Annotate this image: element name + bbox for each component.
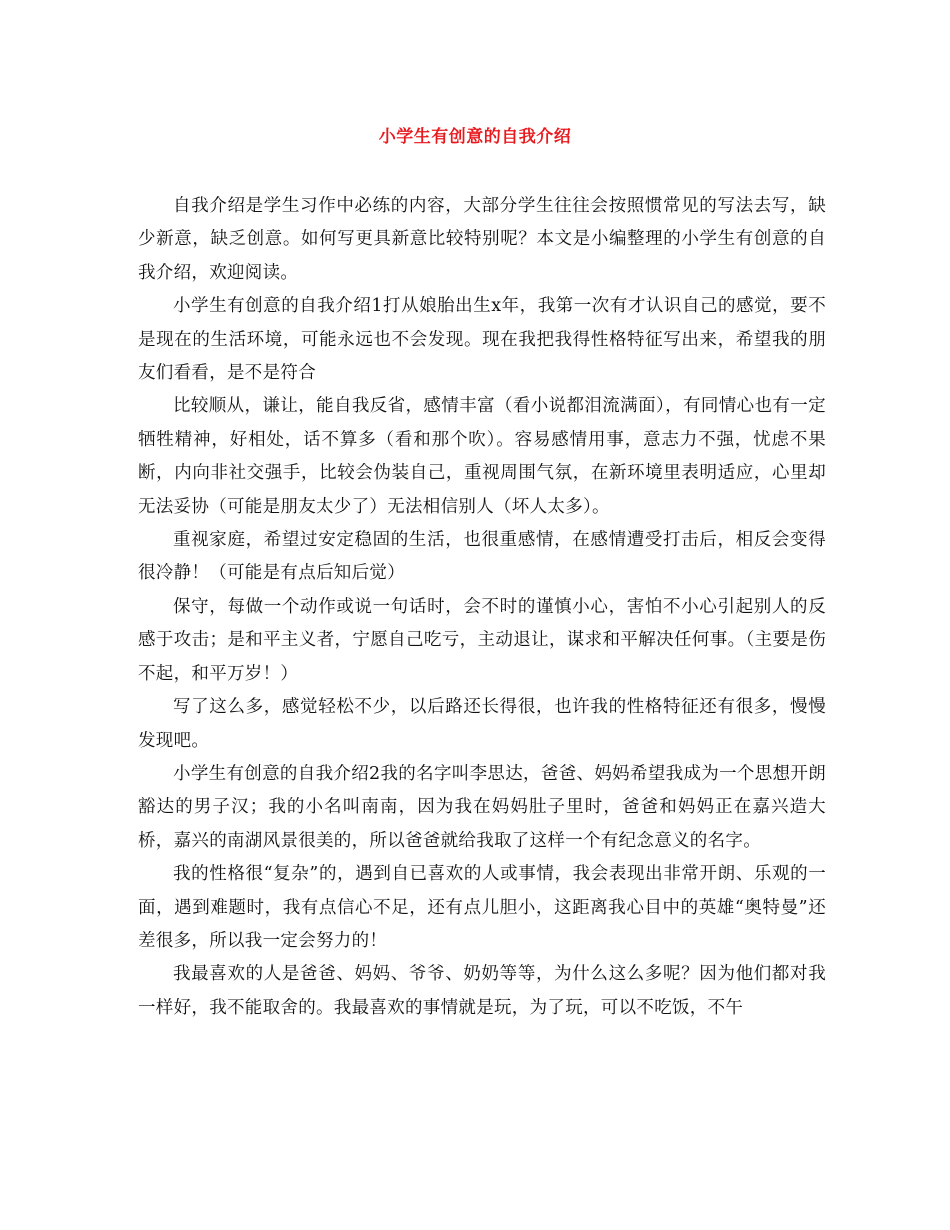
document-title: 小学生有创意的自我介绍 xyxy=(378,127,572,147)
document-body xyxy=(138,190,826,1025)
paragraph-personality-traits: 比较顺从，谦让，能自我反省，感情丰富（看小说都泪流满面），有同情心也有一定牺牲精神，好相处，话不算多（看和那个吹）。容易感情用事，意志力不强，忧虑不果断，内向非社交强手，比较会伪装自己，重视周围气氛，在新环境里表明适应，心里却无法妥协（可能是朋友太少了）无法相信别人（坏人太多）。 xyxy=(138,396,826,517)
paragraph-intro-2: 小学生有创意的自我介绍2我的名字叫李思达，爸爸、妈妈希望我成为一个思想开朗豁达的男子汉；我的小名叫南南，因为我在妈妈肚子里时，爸爸和妈妈正在嘉兴造大桥，嘉兴的南湖风景很美的，所以爸爸就给我取了这样一个有纪念意义的名字。 xyxy=(138,763,826,851)
paragraph-conservative: 保守，每做一个动作或说一句话时，会不时的谨慎小心，害怕不小心引起别人的反感于攻击；是和平主义者，宁愿自己吃亏，主动退让，谋求和平解决任何事。（主要是伤不起，和平万岁！） xyxy=(138,596,826,684)
paragraph-conclusion-1: 写了这么多，感觉轻松不少，以后路还长得很，也许我的性格特征还有很多，慢慢发现吧。 xyxy=(138,697,826,751)
paragraph-character: 我的性格很“复杂”的，遇到自已喜欢的人或事情，我会表现出非常开朗、乐观的一面，遇到难题时，我有点信心不足，还有点儿胆小，这距离我心目中的英雄“奥特曼”还差很多，所以我一定会努力的！ xyxy=(138,864,826,951)
paragraph-intro: 自我介绍是学生习作中必练的内容，大部分学生往往会按照惯常见的写法去写，缺少新意，缺乏创意。如何写更具新意比较特别呢？本文是小编整理的小学生有创意的自我介绍，欢迎阅读。 xyxy=(138,196,826,283)
paragraph-favorites: 我最喜欢的人是爸爸、妈妈、爷爷、奶奶等等，为什么这么多呢？因为他们都对我一样好，我不能取舍的。我最喜欢的事情就是玩，为了玩，可以不吃饭，不午 xyxy=(138,964,826,1018)
paragraph-intro-1: 小学生有创意的自我介绍1打从娘胎出生x年，我第一次有才认识自己的感觉，要不是现在的生活环境，可能永远也不会发现。现在我把我得性格特征写出来，希望我的朋友们看看，是不是符合 xyxy=(138,296,826,384)
paragraph-family: 重视家庭，希望过安定稳固的生活，也很重感情，在感情遭受打击后，相反会变得很冷静！（可能是有点后知后觉） xyxy=(138,530,826,584)
